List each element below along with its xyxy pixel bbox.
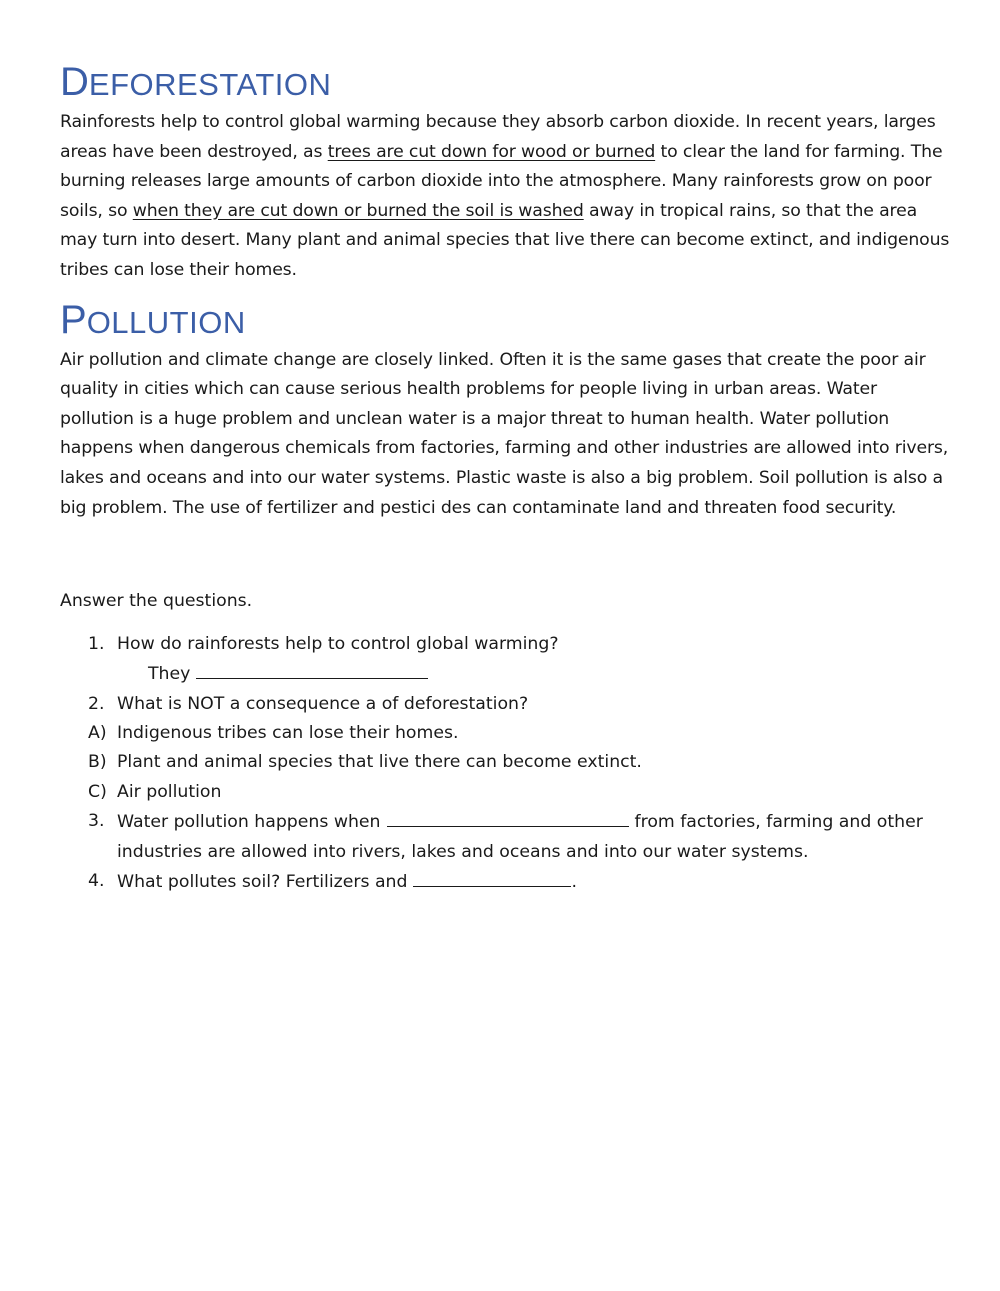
question-3-text	[117, 807, 950, 867]
deforestation-underlined-1: trees are cut down for wood or burned	[327, 141, 656, 162]
option-a-text: Indigenous tribes can lose their homes.	[117, 722, 459, 743]
option-b-text: Plant and animal species that live there can become extinct.	[117, 752, 642, 773]
pollution-paragraph: Air pollution and climate change are closely linked. Often it is the same gases that create the poor air quality in cities which can cause serious health problems for people living in urban areas. Water pollution is a huge problem and unclean water is a major threat to human health. Water pollution happens when dangerous chemicals from factories, farming and other industries are allowed into rivers, lakes and oceans and into our water systems. Plastic waste is also a big problem. Soil pollution is also a big problem. The use of fertilizer and pestici des can contaminate land and threaten food security.	[60, 349, 949, 518]
pollution-heading	[60, 297, 950, 346]
worksheet-page	[60, 62, 950, 897]
option-c-marker: C)	[88, 781, 107, 802]
question-4-text	[117, 867, 950, 897]
question-1-answer-prefix: They	[148, 664, 191, 685]
question-2	[60, 690, 950, 719]
option-a[interactable]	[60, 719, 950, 748]
question-1-text: How do rainforests help to control global warming?	[117, 633, 559, 654]
question-3	[60, 807, 950, 867]
deforestation-underlined-2: when they are cut down or burned the soil is washed	[132, 200, 584, 221]
question-4-text-before: What pollutes soil? Fertilizers and	[117, 871, 408, 892]
pollution-heading-rest: OLLUTION	[86, 304, 246, 340]
question-1-blank[interactable]	[196, 659, 428, 679]
option-c[interactable]	[60, 778, 950, 807]
question-4-blank[interactable]	[413, 867, 571, 887]
option-c-text: Air pollution	[117, 781, 222, 802]
deforestation-heading	[60, 62, 950, 108]
deforestation-text-part-2: to clear the land for farming. The burning releases large amounts of carbon dioxide into the atmosphere. Many rainforests grow on poor soils, so	[60, 141, 943, 221]
question-list	[60, 630, 950, 898]
question-1-number: 1.	[88, 633, 105, 654]
instruction-text: Answer the questions.	[60, 591, 253, 612]
deforestation-text-part-1: Rainforests help to control global warming because they absorb carbon dioxide. In recent years, larges areas have been destroyed, as	[60, 112, 936, 162]
question-3-blank[interactable]	[387, 807, 629, 827]
question-4	[60, 867, 950, 897]
deforestation-text-part-3: away in tropical rains, so that the area may turn into desert. Many plant and animal species that live there can become extinct, and indigenous tribes can lose their homes.	[60, 200, 950, 280]
deforestation-paragraph	[60, 108, 950, 286]
deforestation-heading-rest: EFORESTATION	[88, 67, 332, 102]
question-3-text-after: from factories, farming and other industries are allowed into rivers, lakes and oceans and into our water systems.	[117, 812, 923, 862]
pollution-heading-initial: P	[60, 297, 87, 342]
question-2-text: What is NOT a consequence a of deforestation?	[117, 693, 529, 714]
question-4-text-after: .	[571, 871, 577, 892]
question-1-answer	[60, 659, 950, 689]
option-a-marker: A)	[88, 722, 107, 743]
question-3-number: 3.	[88, 811, 105, 832]
deforestation-heading-initial: D	[60, 60, 89, 104]
question-3-text-before: Water pollution happens when	[117, 812, 381, 833]
question-2-number: 2.	[88, 693, 105, 714]
question-4-number: 4.	[88, 870, 105, 891]
option-b-marker: B)	[88, 752, 107, 773]
question-1	[60, 630, 950, 659]
option-b[interactable]	[60, 748, 950, 777]
